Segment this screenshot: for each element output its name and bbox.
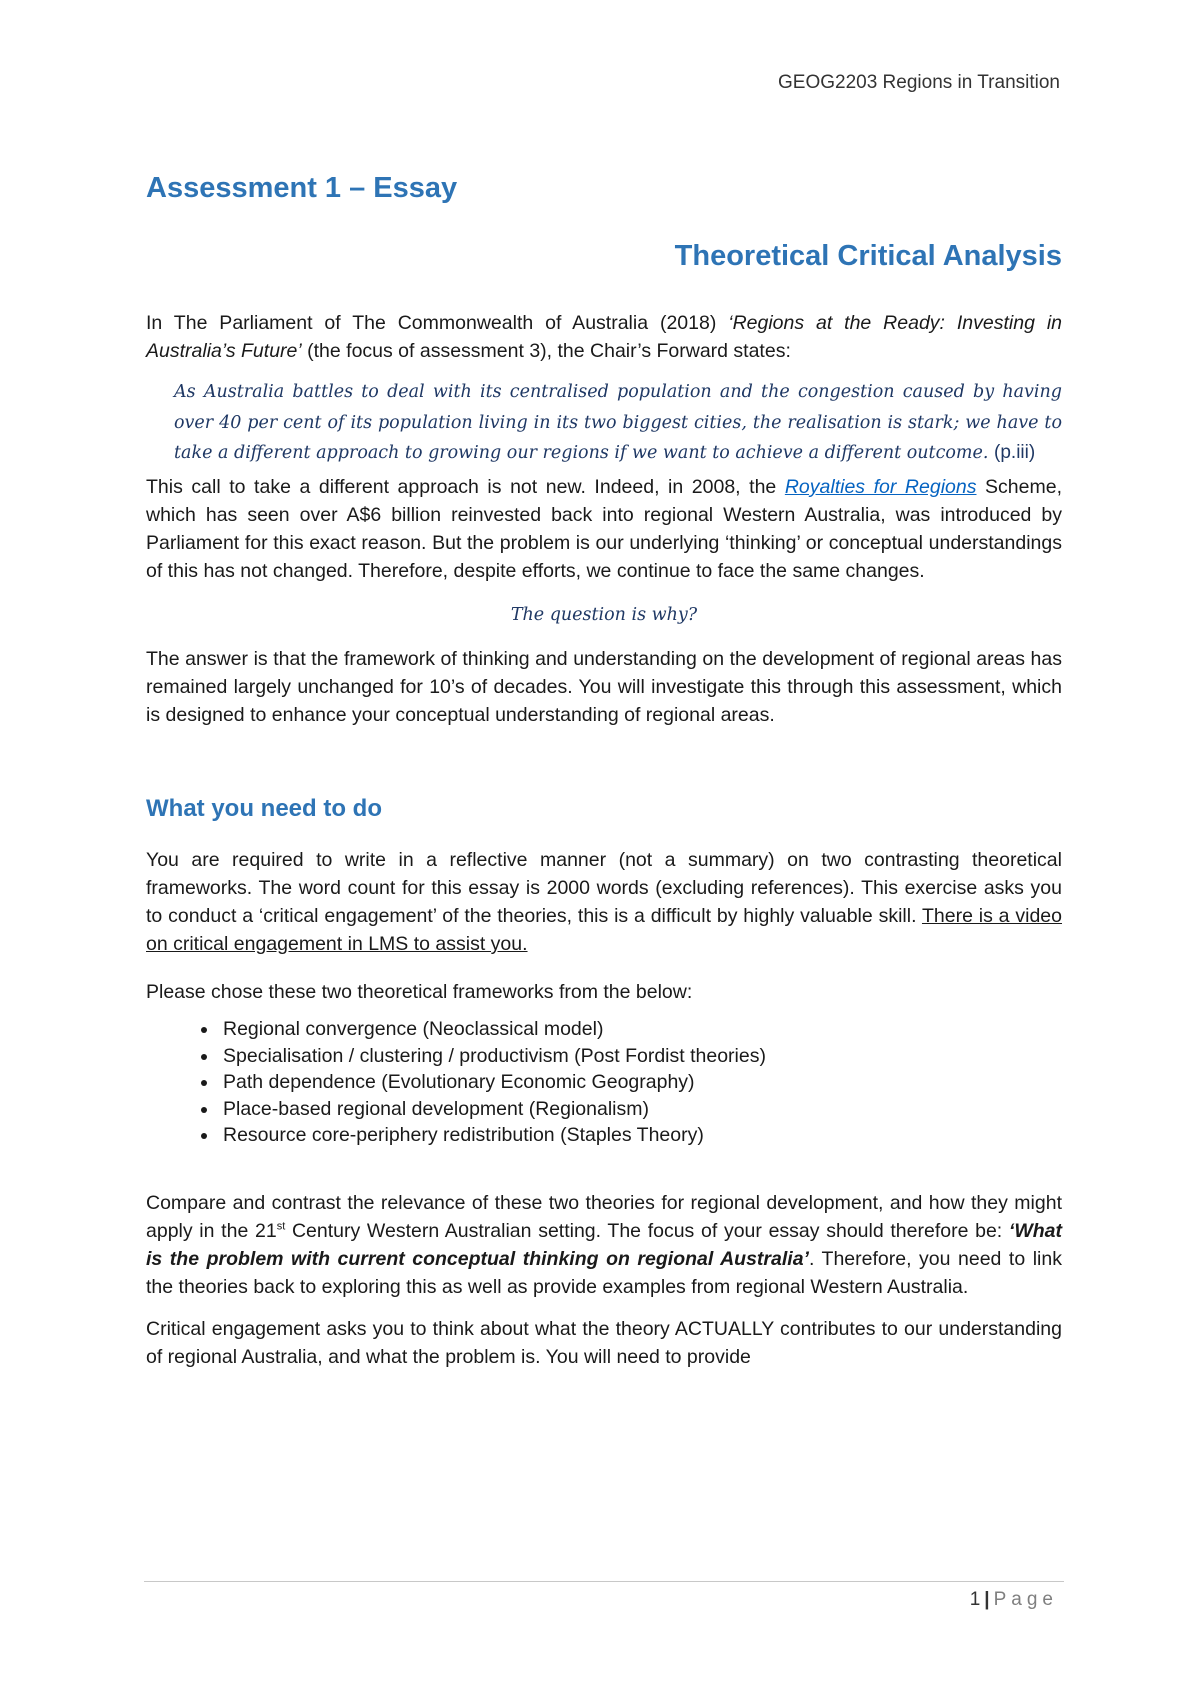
choose-frameworks-paragraph: Please chose these two theoretical frameworks from the below: <box>146 981 693 1004</box>
requirements-paragraph <box>146 846 1062 958</box>
footer-separator: | <box>984 1589 990 1610</box>
page-label: Page <box>993 1589 1058 1610</box>
compare-text-1: Compare and contrast the relevance of these two theories for regional development, and how they might apply in the 21 <box>146 1191 1062 1242</box>
document-body <box>146 170 1062 1371</box>
block-quote <box>174 377 1062 469</box>
compare-paragraph <box>146 1189 1062 1301</box>
intro-text-pre: In The Parliament of The Commonwealth of Australia (2018) <box>146 312 729 335</box>
report-title: ‘Regions at the Ready: Investing in Australia’s Future’ <box>146 312 1062 363</box>
running-header: GEOG2203 Regions in Transition <box>778 72 1060 93</box>
page-subtitle: Theoretical Critical Analysis <box>674 239 1062 272</box>
quote-text: As Australia battles to deal with its centralised population and the congestion caused by having over 40 per cent of its population living in its two biggest cities, the realisation is stark; we have to take a different approach to growing our regions if we want to achieve a different outcome. <box>174 382 1062 464</box>
section-heading: What you need to do <box>146 794 382 822</box>
intro-paragraph <box>146 309 1062 365</box>
essay-focus-question: ‘What is the problem with current conceptual thinking on regional Australia’ <box>146 1219 1062 1270</box>
requirements-text: You are required to write in a reflective manner (not a summary) on two contrasting theoretical frameworks. The word count for this essay is 2000 words (excluding references). This exercise asks you to conduct a ‘critical engagement’ of the theories, this is a difficult by highly valuable skill. <box>146 849 1062 928</box>
list-item: • Specialisation / clustering / productivism (Post Fordist theories) <box>219 1043 1062 1070</box>
footer-divider <box>144 1581 1064 1582</box>
quote-citation: (p.iii) <box>994 442 1036 464</box>
list-item: • Regional convergence (Neoclassical model) <box>219 1016 1062 1043</box>
answer-paragraph: The answer is that the framework of thinking and understanding on the development of regional areas has remained largely unchanged for 10’s of decades. You will investigate this through this assessment, which is designed to enhance your conceptual understanding of regional areas. <box>146 647 1062 726</box>
royalties-paragraph <box>146 473 1062 585</box>
compare-text-3: . Therefore, you need to link the theories back to exploring this as well as provide examples from regional Western Australia. <box>146 1247 1062 1298</box>
ordinal-suffix: st <box>276 1220 286 1233</box>
list-item: • Place-based regional development (Regionalism) <box>219 1096 1062 1123</box>
page-footer <box>970 1589 1058 1611</box>
page-title: Assessment 1 – Essay <box>146 172 458 204</box>
lms-video-link[interactable]: There is a video on critical engagement in LMS to assist you. <box>146 905 1062 956</box>
intro-text-post: (the focus of assessment 3), the Chair’s Forward states: <box>301 340 791 363</box>
critical-engagement-paragraph: Critical engagement asks you to think about what the theory ACTUALLY contributes to our understanding of regional Australia, and what the problem is. You will need to provide <box>146 1317 1062 1368</box>
list-item: • Path dependence (Evolutionary Economic Geography) <box>219 1069 1062 1096</box>
royalties-for-regions-link[interactable]: Royalties for Regions <box>784 475 977 498</box>
compare-text-2: Century Western Australian setting. The focus of your essay should therefore be: <box>285 1219 1009 1242</box>
royalties-text-post: Scheme, which has seen over A$6 billion reinvested back into regional Western Australia, was introduced by Parliament for this exact reason. But the problem is our underlying ‘thinking’ or conceptual understandings of this has not changed. Therefore, despite efforts, we continue to face the same changes. <box>146 475 1063 582</box>
list-item: • Resource core-periphery redistribution (Staples Theory) <box>219 1122 1062 1149</box>
frameworks-list <box>146 1016 1062 1149</box>
question-line: The question is why? <box>510 604 698 625</box>
royalties-text-pre: This call to take a different approach is not new. Indeed, in 2008, the <box>146 475 785 498</box>
page-number: 1 <box>969 1589 981 1610</box>
